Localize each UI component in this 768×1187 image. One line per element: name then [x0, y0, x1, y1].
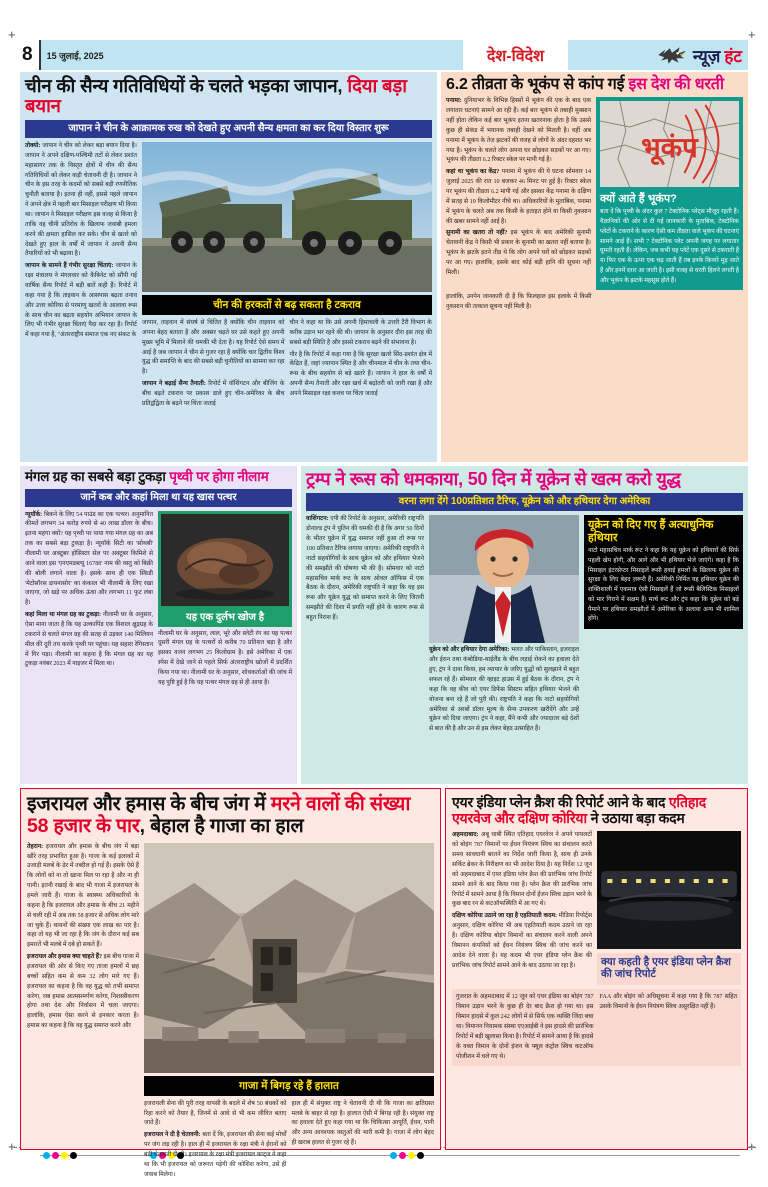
- gaza-col1-block2: [27, 953, 139, 1032]
- gaza-col2-block2: [144, 1131, 287, 1180]
- gaza-headline-part4: , बेहाल है गाजा का हाल: [139, 814, 304, 837]
- mars-headline-accent: पृथ्वी पर होगा नीलाम: [169, 469, 269, 484]
- crop-mark-bottom-right: +: [748, 1139, 756, 1154]
- mars-col1-block2: [25, 611, 153, 670]
- japan-body-col3: [290, 319, 433, 349]
- japan-headline: [25, 76, 432, 116]
- airindia-box-title: क्या कहती है एयर इंडिया प्लेन क्रैश की जांच रिपोर्ट: [601, 956, 731, 981]
- japan-col2-block: [142, 380, 285, 410]
- gaza-headline-part3: संख्या 58 हजार के पार: [27, 793, 411, 837]
- japan-col3-text2: गौर है कि रिपोर्ट में कहा गया है कि सुरक्षा खतरे सिंद-प्रशांत क्षेत्र में केंद्रित हैं, जहां ज्यापान स्थित है और चीनमाल में चीन के तथा चीन-रूस के बीच सहयोग से बड़े खतरे हैं। जापान ने हाल के वर्षों में अपनी सैन्य तैनाती और रक्षा खर्च में बढ़ोतरी को जारी रखा है और अपने मिसाइल रक्षा कवच पर चिंता जताई: [289, 351, 432, 397]
- japan-col1-text2: जापान के रक्षा मंत्रालय ने मंगलवार को कैबिनेट को सौंपी गई वार्षिक सैन्य रिपोर्ट में बड़ी बातें कही हैं। रिपोर्ट में कहा गया है कि ताइवान के आसपास बढ़ता तनाव और उत्तर कोरिया से परमाणु खतरों के आलावा रूस के साथ चीन का बढ़ता सहयोग अभियान जापान के लिए भी गंभीर सुरक्षा चिंताएं पैदा कर रहा है। रिपोर्ट में कहा गया है, "अंतरराष्ट्रीय समाज एक नए संकट के: [25, 263, 137, 339]
- mars-subheadline: जानें कब और कहां मिला था यह खास पत्थर: [25, 489, 292, 507]
- article-airindia[interactable]: [445, 788, 748, 1150]
- trump-col2-text: भारत और पाकिस्तान, इजराइल और ईरान तथा कंबोडिया-थाईलैंड के बीच लड़ाई रोकने का हवाला देते हुए, ट्रंप ने दावा किया, हम व्यापार के जरिए युद्धों को सुलझाने में बहुत सफल रहे हैं। सोमवार की व्हाइट हाउस में हुई बैठक के दौरान, ट्रंप ने कहा कि वह कीव को एयर डिफेंस सिस्टम सहित हथियार भेजने की योजना बना रहे हैं जो पुरी की। राष्ट्रपति ने कहा कि नाटो सहयोगियों अमेरिका से अरबों डॉलर मूल्य के सैन्य उपकरण खरीदेंगे और उन्हें यूक्रेन को दिया जाएगा। ट्रंप ने कहा, मैंने कभी और ज्यादातर बड़े देशों से बात की है और उन से इस लेकर बेहद उत्साहित हैं।: [429, 647, 579, 733]
- japan-col2-text: जापान, ताइवान में संघर्ष से चिंतित है क्योंकि चीन ताइवान को अपना बेहद बताता है और अक्सर चढ़ते घर उसे कहते हुए अपनी मुख्य भूमि में मिलाने की धमकी भी देता है। यह रिपोर्ट ऐसे समय में आई है जब जापान ने चीन से गुजर रहा है क्योंकि चार द्वितीय विश्व युद्ध की समाप्ति के बाद की सबसे बड़ी चुनौतियों का सामना कर रहा है।: [142, 319, 285, 376]
- quake-graphic: [600, 101, 739, 187]
- gaza-headline-part2: मरने वालों की: [270, 793, 365, 815]
- trump-subhead: यूक्रेन को और हथियार देगा अमेरिका:: [429, 647, 510, 654]
- article-trump[interactable]: [301, 466, 748, 784]
- airindia-box-body: गुजरात के अहमदाबाद में 12 जून को एयर इंडिया का बोइंग 787 विमान उड़ान भरने के कुछ ही देर बाद क्रैश हो गया था। इस विमान हादसे में कुल 242 लोगों में से सिर्फ एक व्यक्ति जिंदा बचा था। विमानन नियामक संस्था एएआईबी ने इस हादसे की प्रारंभिक रिपोर्ट में बड़ी खुलासा किया है। रिपोर्ट में सामने आया है कि हादसे के वक्त विमान के दोनों इंजन के फ्यूल कंट्रोल स्विच कटऑफ पोजीशन में चले गए थे।: [456, 994, 594, 1060]
- logo-text-primary: न्यूज़: [692, 46, 721, 66]
- airindia-headline-part1: एयर इंडिया प्लेन क्रैश की रिपोर्ट आने के बाद: [452, 794, 666, 810]
- newspaper-logo: [568, 40, 748, 70]
- trump-subheadline: वरना लगा देंगे 100प्रतिशत टैरिफ, यूक्रेन को और हथियार देगा अमेरिका: [306, 493, 743, 511]
- quake-graphic-word: भूकंप: [641, 132, 698, 164]
- japan-subheadline: जापान ने चीन के आक्रामक रुख को देखते हुए अपनी सैन्य क्षमता का कर दिया विस्तार शुरू: [25, 120, 432, 138]
- mars-col1-text: न्यूयॉर्क: बिकने के लिए 54 पाउंड का एक पत्थर। अनुमानित कीमतें लगभग 34 करोड़ रुपये से 40 लाख डॉलर के बीच। इतना महंगा क्यों? यह पृथ्वी पर पाया गया मंगल ग्रह का अब तक का सबसे बड़ा टुकड़ा है। न्यूयॉर्क सिटी का 'सोथबी' नीलामी घर अक्टूबर होसिस्टर सेल पर अक्टूबर किमिशे से आने वाला इस 'एनएमडब्ल्यू 16788' नाम की वस्तु को बिक्री की बोली लगाने वाला है। इसके साथ ही एक स्किडी 'मेटोसॉरस डायनासोर' का कंकाल भी नीलामी के लिए रखा जाएगा, जो खड़े पर अधिक ऊंचा और लगभग 11 फुट लंबा है।: [25, 511, 153, 607]
- airindia-headline-part2: एतिहाद: [668, 794, 706, 810]
- trump-box-title: यूक्रेन को दिए गए हैं अत्याधुनिक हथियार: [588, 519, 714, 544]
- crop-mark-top-left: +: [8, 27, 16, 42]
- airindia-col1-block2: [452, 912, 592, 971]
- airindia-headline-part4: ने उठाया बड़ा कदम: [590, 810, 685, 827]
- airindia-headline: [452, 794, 741, 826]
- gaza-photo: [144, 843, 434, 1073]
- trump-infobox: [584, 515, 743, 629]
- japan-body-col2: [142, 319, 285, 378]
- mars-photo: [161, 514, 289, 606]
- japan-col2-subhead: जापान ने बढ़ाई सैन्य तैनाती:: [142, 381, 206, 388]
- quake-headline-accent: इस देश की धरती: [628, 76, 724, 93]
- japan-col2-text2: रिपोर्ट में वॉशिंगटन और बीजिंग के बीच बढ़ते टकराव पर प्रकाश डाले हुए चीन-अमेरिका के बीच प्रतिद्वंद्विता के बढ़ने पर चिंता जताई: [142, 381, 285, 407]
- gaza-headline: [27, 794, 434, 838]
- japan-body-col1: [25, 142, 137, 260]
- airindia-box-content: [452, 989, 741, 1066]
- quake-col1-text2: पनामा में भूकंप की ये घटना सोमवार 14 जुलाई 2025 की रात 10 बजकर 46 मिनट पर हुई है। रिक्टर स्केल पर भूकंप की तीव्रता 6.2 मापी गई और इसका केंद्र पनामा के दक्षिण में सतह से 10 किलोमीटर नीचे था। अधिकारियों के मुताबिक, पनामा में भूकंप के चलते अब तक किसी के हताहत होने या किसी नुकसान की खबर सामने नहीं आई है।: [446, 169, 591, 225]
- newspaper-page: [20, 40, 748, 1178]
- airindia-infobox: [597, 953, 741, 985]
- mars-photo-frame: [158, 511, 292, 627]
- airindia-col1-text2: मीडिया रिपोर्ट्स अनुसार, दक्षिण कोरिया भी अब एहतियाती कदम उठाने जा रहा है। दक्षिण कोरिया बोइंग विमानों का संचालन करने वाली अपने विमानन कंपनियों को ईंधन नियंत्रण स्विच की जांच करने का आदेश देने वाला है। यह कदम भी एयर इंडिया प्लेन क्रैश की प्रारंभिक जांच रिपोर्ट सामने आने के बाद उठाया जा रहा है।: [452, 913, 592, 969]
- airindia-col1-text: अहमदाबाद: अबू धाबी स्थित एतिहाद एयरवेज ने अपने पायलटों को बोइंग 787 विमानों पर ईंधन नियंत्रण स्विच का संचालन करते समय सावधानी बरतने का निर्देश जारी किया है, साथ ही उनके सर्किट ब्रेकर के निरीक्षण का भी आदेश दिया है। यह निर्देश 12 जून को अहमदाबाद में एयर इंडिया प्लेन क्रैश की प्रारंभिक जांच रिपोर्ट सामने आने के बाद किया गया है। प्लेन क्रैश की प्रारंभिक जांच रिपोर्ट में सामने आया है कि विमान दोनों ईंजन स्विच उड़ान भरने के कुछ बाद रन से कटऑफस्थिति में आ गए थे।: [452, 832, 592, 908]
- quake-col1-block2: [446, 168, 591, 227]
- japan-col1-subhead: जापान के सामने हैं गंभीर सुरक्षा चिंताएं:: [25, 263, 114, 270]
- japan-photo: [142, 142, 432, 292]
- eagle-icon: [655, 44, 689, 66]
- quake-col1-block3: [446, 229, 591, 278]
- article-earthquake[interactable]: [441, 72, 748, 462]
- trump-col1-text: वाशिंगटन: एपी की रिपोर्ट के अनुसार, अमेरिकी राष्ट्रपति डोनाल्ड ट्रंप ने पुतिन की धमकी दी है कि अगर 50 दिनों के भीतर यूक्रेन में युद्ध समाप्त नहीं हुआ तो रूस पर 100 प्रतिशत टैरिफ लगाया जाएगा। अमेरिकी राष्ट्रपति ने नाटो सहयोगियों के साथ यूक्रेन को और हथियार भेजने की समझौते की घोषणा भी की है। सोमवार को नाटो महासचिव मार्क रूट के साथ ओवल ऑफिस में एक बैठक के दौरान, अमेरिकी राष्ट्रपति ने कहा कि वह इस रूस और यूक्रेन युद्ध को समाप्त करने के लिए जितनी समझौते की दिशा में प्रगति नहीं होने के कारण रूस से बहुत निराश हैं।: [306, 516, 424, 622]
- airindia-subhead: दक्षिण कोरिया उठाने जा रहा है एहतियाती कदम:: [452, 913, 558, 920]
- quake-closing-note: हालांकि, उनपेन जानकारी दी है कि फ़िलहाल इस इलाके में किसी नुकसान की तत्काल सूचना नहीं मिली है।: [446, 294, 592, 311]
- gaza-photo-caption: गाजा में बिगड़ रहे हैं हालात: [144, 1076, 434, 1096]
- quake-headline-main: 6.2 तीव्रता के भूकंप से कांप गई: [446, 76, 625, 93]
- mars-col2-text: नीलामी घर के अनुसार, लाल, भूरे और स्लेटी रंग का यह पत्थर दूसरी मंगल ग्रह के पत्थरों से करीब 70 प्रतिशत बड़ा है और इसका वजन लगभग 25 किलोग्राम है। इसे अमेरिका में एक स्पेस में देखे जाने से पहले सिर्फ अंतरराष्ट्रीय खोजों में प्रदर्शित किया गया था। नीलामी घर के अनुसार, शोधकर्ताओं की जांच में यह पुष्टि हुई है कि यह पत्थर मंगल ग्रह से ही आया है।: [158, 630, 292, 686]
- trump-box-body: नाटो महासचिव मार्क रूट ने कहा कि यह यूक्रेन को हथियारों की सिर्फ़ पहली खेप होगी, और आगे और भी हथियार भेजे जाएंगे। कहा है कि मिसाइल इंटरसेप्टर मिसाइलें रूसी हवाई हमलों के खिलाफ यूक्रेन की सुरक्षा के लिए बेहद ज़रूरी हैं। अमेरिकी निर्मित यह हथियार यूक्रेन की शक्तिशाली में एकमात्र ऐसी मिसाइलें हैं जो रूसी बैलिस्टिक मिसाइलों को मार गिराने में सक्षम हैं। मार्च रूट और ट्रंप कहा कि यूक्रेन को बड़े पैमाने पर हथियार समझौतों में अमेरिका के अलावा अन्य भी शामिल होंगे।: [588, 548, 739, 623]
- mars-photo-caption: यह एक दुर्लभ खोज है: [185, 611, 265, 623]
- trump-body-col1: [306, 515, 424, 623]
- crop-mark-bottom-left: +: [8, 1139, 16, 1154]
- gaza-col2-text: इजरायली सेना की पूरी तरह वापसी के बदले में शेष 50 बंधकों को रिहा करने को तैयार है, जिनमें से आधे से भी कम जीवित बताए जाते हैं।: [144, 1100, 287, 1127]
- mars-col1-text2: नीलामी घर के अनुसार, ऐसा माना जाता है कि यह उल्कापिंड एक विशाल क्षुद्रग्रह के टकराने से चलते मंगल ग्रह की सतह से उड़कर 140 मिलियन मील की दूरी तय करके पृथ्वी पर पहुंचा। यह सहारा रेगिस्तान में गिर पड़ा। नीलामी का कहना है कि मंगल ग्रह का यह टुकड़ा नवंबर 2023 में नाइजर में मिला था।: [25, 612, 153, 668]
- mars-headline: [25, 470, 292, 485]
- gaza-col1-text2: इस बीच गाजा में इजरायल की ओर से किए गए ताजा हमलों में छह बच्चों सहित कम से कम 32 लोग मारे गए हैं। इजरायल का कहना है कि वह युद्ध को तभी समाप्त करेगा, जब हमास आत्मसमर्पण करेगा, निशस्त्रीकरण होगा तथा देश और निर्वासन में चला जाएगा। हालांकि, हमास ऐसा करने से इनकार करता है। हमास का कहना है कि वह युद्ध समाप्त करने और: [27, 954, 139, 1030]
- trump-headline: ट्रम्प ने रूस को धमकाया, 50 दिन में यूक्रेन से खत्म करो युद्ध: [306, 469, 681, 489]
- trump-body-col2: [429, 646, 579, 735]
- page-number: 8: [22, 44, 33, 65]
- quake-infobox: [596, 97, 743, 290]
- logo-text-secondary: हंट: [724, 46, 742, 66]
- japan-photo-caption: चीन की हरकतों से बढ़ सकता है टकराव: [142, 295, 432, 315]
- quake-subhead-1: कहां था भूकंप का केंद्र?: [446, 169, 500, 176]
- mars-body-col2: [158, 630, 292, 689]
- japan-headline-main: चीन की सैन्य गतिविधियों के चलते भड़का जापान,: [25, 75, 343, 96]
- mars-body-col1: [25, 511, 153, 610]
- airindia-headline-part3: एयरवेज और दक्षिण कोरिया: [452, 810, 587, 827]
- crop-mark-top-right: +: [748, 27, 756, 42]
- quake-col1-text3: इस भूकंप के बाद अमेरिकी सुनामी चेतावनी केंद्र ने किसी भी प्रकार के सुनामी का खतरा नहीं बताया है। भूकंप के झटके इतने तीव्र थे कि लोग अपने घरों को छोड़कर सड़कों पर आ गए। हालांकि, इसके बाद कोई बड़ी हानि की सूचना नहीं मिली।: [446, 230, 591, 276]
- japan-col3-text: चीन ने कहा था कि उसे अपनी हिमाचली के उत्तरी टैरी विभाग के करीब उड़ान भर रहने की थी। जापान के अनुसार दौरा इस तरह की सबसे बड़ी स्थिति है और इससे टकराव बढ़ने की संभावना है।: [289, 319, 432, 346]
- mars-headline-main: मंगल ग्रह का सबसे बड़ा टुकड़ा: [25, 469, 166, 484]
- japan-col3-block: [290, 351, 433, 400]
- japan-subhead-inline: [25, 262, 137, 341]
- airindia-photo: [597, 831, 741, 949]
- airindia-body-col1: [452, 831, 592, 910]
- quake-headline: [446, 76, 743, 93]
- article-japan[interactable]: [20, 72, 437, 462]
- gaza-subhead-2: इजरायल ने दी है चेतावनी:: [144, 1132, 201, 1139]
- japan-headline-accent: दिया बड़ा बयान: [25, 75, 407, 116]
- gaza-col1-text: तेहरान: इजरायल और हमास के बीच जंग में बड़ा खौरे तरह प्रभावित हुआ है। गाजा के कई इलाकों में उजाड़ी मलबे के ढेर में तब्दील हो गई हैं। इसके ऐसे हैं कि लोगों को ना तो खाना मिल पा रहा है और ना ही पानी। इतनी रखाई के बाद भी गाजा में इजरायल के हमले जारी हैं। गाजा के स्वास्थ्य अधिकारियों के कहना है कि इजरायल और हमास के बीच 21 महीने से चली रही में अब तक 58 हजार से अधिक लोग मारे जा चुके हैं। थायनों की संख्या एक लाख का पार है। कहा तो यह भी जा रहा है कि जंग के दौरान कई सब इमारतें भी मलबे में दबे हो सकते हैं।: [27, 843, 139, 949]
- trump-photo: [429, 515, 579, 643]
- gaza-body-col1: [27, 843, 139, 951]
- section-title: देश-विदेश: [463, 40, 568, 70]
- japan-col1-text: तोक्यो: जापान ने चीन को लेकर बड़ा बयान दिया है। जापान ने अपने दक्षिण-पश्चिमी तटों से लेकर प्रशांत महासागर तक के विस्तृत क्षेत्रों में चीन की सैन्य गतिविधियों को लेकर कड़ी चेतावनी दी है। जापान ने चीन के इस तरह के कदमों को सबसे बड़ी रणनीतिक चुनौती बताया है। इतना ही नहीं, इससे पहले जापान ने अपने क्षेत्र में पहली बार मिसाइल परीक्षण भी किया था। जापान ने मिसाइल परीक्षण इस वजह से किया है ताकि वह चीनी प्रतिरोध के खिलाफ जवाबी हमला करने की क्षमता हासिल कर सके। चीन से खतरे को देखते हुए हाल के वर्षों में जापान ने अपनी सैन्य तैयारियों को भी बढ़ाया है।: [25, 142, 137, 258]
- quake-box-title: क्यों आते हैं भूकंप?: [600, 193, 677, 206]
- article-gaza[interactable]: [20, 788, 441, 1178]
- publication-date: 15 जुलाई, 2025: [39, 40, 463, 70]
- quake-subhead-2: सुनामी का खतरा तो नहीं?: [446, 230, 508, 237]
- article-mars[interactable]: [20, 466, 297, 784]
- quake-col1-text: पनामा: दुनियाभर के विभिन्न हिस्सों में भूकंप की एक के बाद एक लगातार घटनाएं सामने आ रही हैं। कई बार भूकंप से तबाही मुक्सान नहीं होता लेकिन कई बार भूकंप इतना खतरनाक होता है कि उससे कुछ ही सेकंड में भयानक तबाही देखने को मिलती है। वहीं अब पनामा में भूकंप के तेज़ झटकों की वजह से लोगों के अंदर दहशत भर गया है। भूकंप के चलते लोग अपना घर छोड़कर सड़कों पर आ गए। भूकंप की तीव्रता 6.2 रिक्टर स्केल पर मापी गई है।: [446, 98, 591, 164]
- quake-body-col1: [446, 97, 591, 166]
- mars-subhead: कहां मिला था मंगल ग्रह का टुकड़ा:: [25, 612, 101, 619]
- gaza-body-col3: हाल ही में संयुक्त राष्ट्र ने चेतावनी दी थी कि गाजा का क्षतिग्रस्त मलबे के बाहर से रहा है। हालात ऐसी में बिगड़ रही है। संयुक्त राष्ट्र का हवाला देते हुए कहा गया था कि चिकित्सा आपूर्ति, ईंधन, पानी और अन्य आवश्यक वस्तुओं की भारी कमी है। गाजा में लोग बेहद ही खराब हालत से गुजर रहे हैं।: [291, 1100, 434, 1147]
- gaza-subhead: इजरायल और हमास क्या चाहते हैं?: [27, 954, 103, 961]
- gaza-headline-part1: इजरायल और हमास के बीच जंग में: [27, 793, 266, 815]
- gaza-col2-text2: बता दें कि, इजरायल की सेना कई मोर्चों पर जंग लड़ रही है। हाल ही में इजरायल के रक्षा मंत्री ने ईरानों को बड़ी चेतावनी दी थी। इजरायल के रक्षा मंत्री इजरायल काट्ज ने कहा था कि भी इजरायल को जरूरत पड़ेगी की कोशिश करेगा, उसे ही जवाब मिलेगा।: [144, 1132, 287, 1178]
- gaza-body-col2: [144, 1100, 287, 1130]
- quake-box-body: बता दें कि पृथ्वी के अंदर कुल 7 टेक्टोनिक प्लेट्स मौजूद रहती हैं। वैज्ञानिकों की ओर से दी गई जानकारी के मुताबिक, टेक्टोनिक प्लेटों के टकराने के कारण ऐसी कम तीव्रता वाले भूकंप की घटनाएं सामने आई हैं। सभी 7 टेक्टोनिक प्लेट अपनी जगह पर लगातार घूमती रहती हैं। लेकिन, जब कभी यह प्लेटें एक दूसरे से टकराती हैं या फिर एक के ऊपर एक चढ़ जाती हैं तब इनके किनारे मुड़ जाते हैं और इनमें दरार आ जाती है। इसी वजह से धरती हिलने लगती है और भूकंप के झटके महसूस होते हैं।: [600, 209, 739, 284]
- airindia-box-body2: FAA और बोइंग को अधिसूचना में कहा गया है कि 787 सहित उसके विमानों के ईंधन नियंत्रण स्विच असुरक्षित नहीं हैं।: [599, 994, 737, 1011]
- masthead: [20, 40, 748, 70]
